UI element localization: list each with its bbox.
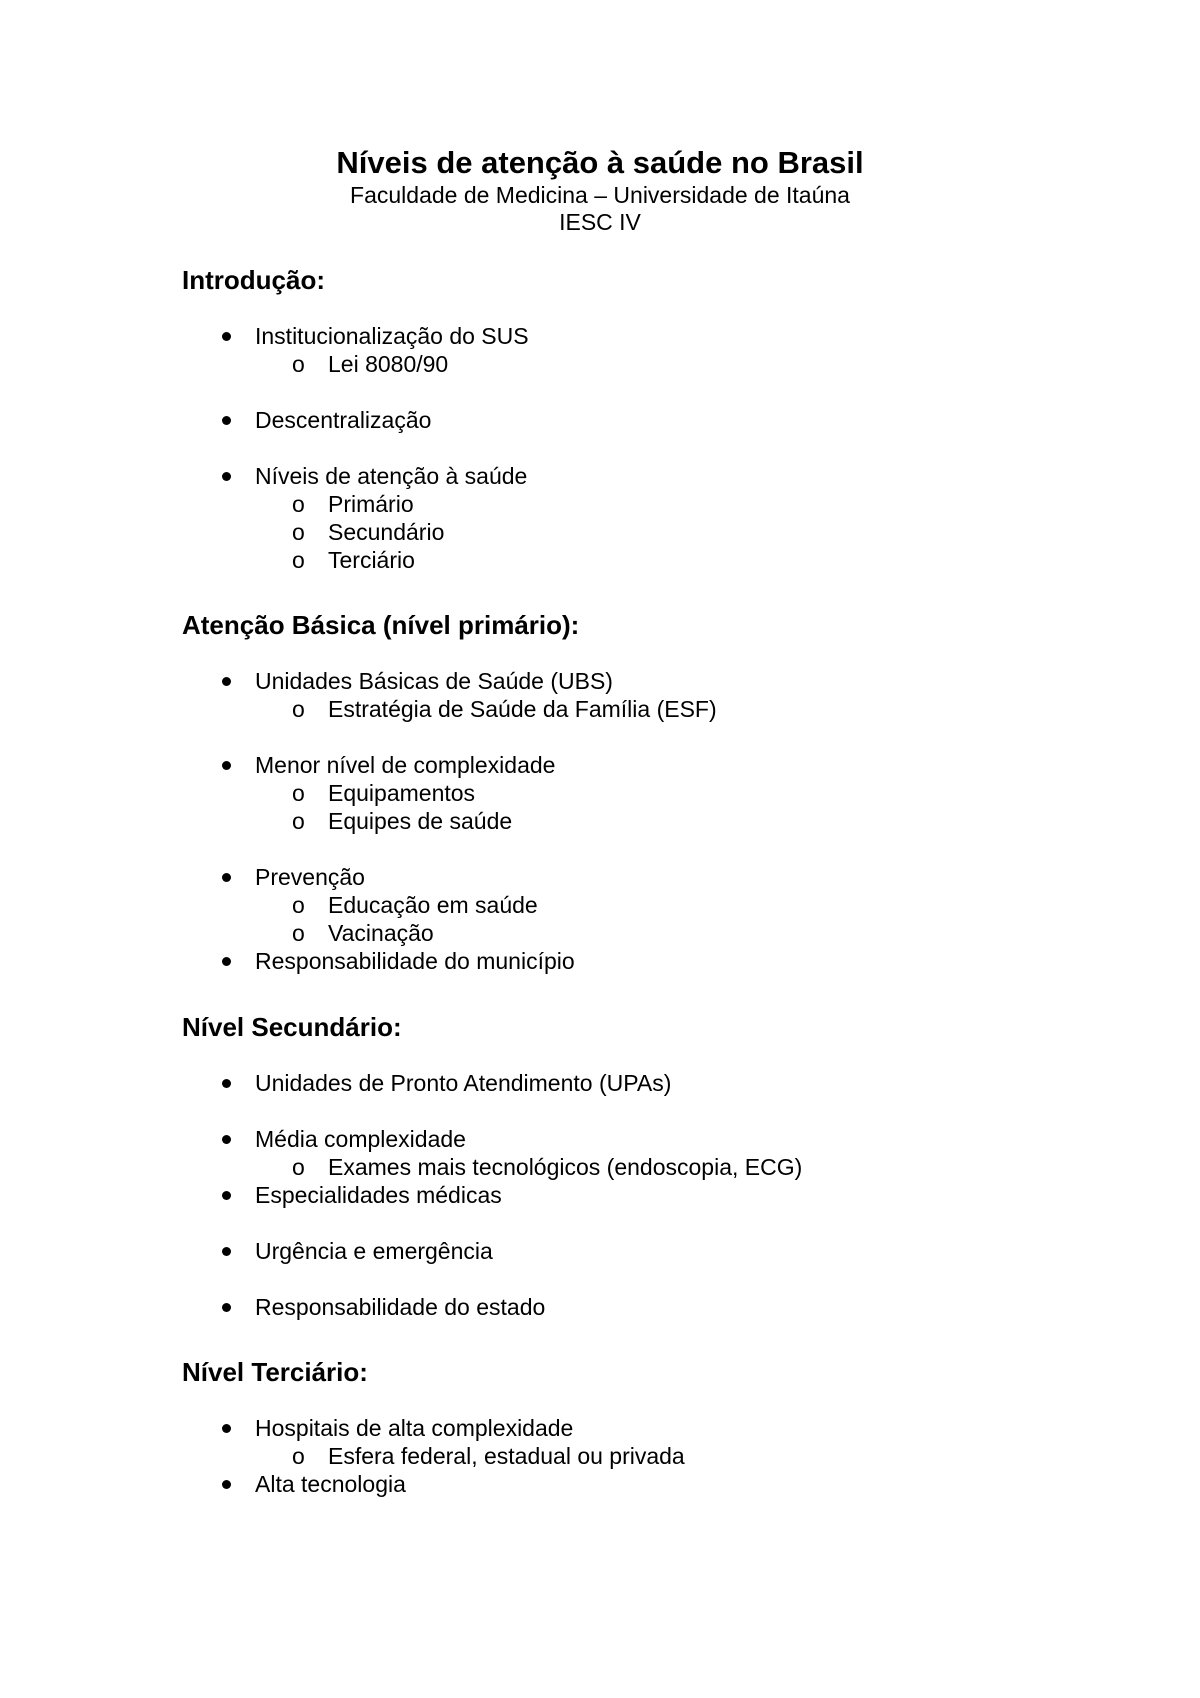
section-atencao-basica	[182, 609, 1122, 975]
circle-marker-icon: o	[292, 491, 305, 517]
list-item	[182, 1293, 1122, 1321]
sub-list-item-text: Equipes de saúde	[328, 808, 513, 834]
section-heading: Nível Terciário:	[182, 1357, 368, 1387]
bullet-icon	[222, 873, 231, 882]
section-introducao	[182, 264, 1122, 574]
list-item-text: Níveis de atenção à saúde	[255, 463, 528, 489]
section-nivel-secundario	[182, 1011, 1122, 1321]
list-item-text: Descentralização	[255, 407, 432, 433]
bullet-icon	[222, 416, 231, 425]
list-item	[182, 322, 1122, 350]
list-item-text: Média complexidade	[255, 1126, 466, 1152]
section-heading: Atenção Básica (nível primário):	[182, 610, 580, 640]
sub-list-item-text: Esfera federal, estadual ou privada	[328, 1443, 685, 1469]
sub-list-item-text: Exames mais tecnológicos (endoscopia, ECG)	[328, 1154, 803, 1180]
sub-list-item-text: Vacinação	[328, 920, 434, 946]
list-item	[182, 863, 1122, 891]
list-item-text: Unidades Básicas de Saúde (UBS)	[255, 668, 613, 694]
list-item-text: Urgência e emergência	[255, 1238, 493, 1264]
circle-marker-icon: o	[292, 780, 305, 806]
section-heading: Introdução:	[182, 265, 325, 295]
sub-list-item	[182, 695, 1122, 723]
bullet-icon	[222, 1480, 231, 1489]
bullet-icon	[222, 761, 231, 770]
list-item-text: Responsabilidade do município	[255, 948, 575, 974]
document-title: Níveis de atenção à saúde no Brasil	[336, 145, 864, 180]
circle-marker-icon: o	[292, 696, 305, 722]
bullet-icon	[222, 1191, 231, 1200]
document-header	[0, 144, 1200, 236]
list-item	[182, 1069, 1122, 1097]
bullet-icon	[222, 1135, 231, 1144]
list-item-text: Especialidades médicas	[255, 1182, 502, 1208]
bullet-icon	[222, 677, 231, 686]
list-item	[182, 1470, 1122, 1498]
list-item-text: Alta tecnologia	[255, 1471, 406, 1497]
bullet-icon	[222, 1079, 231, 1088]
list-item	[182, 1181, 1122, 1209]
list-item-text: Responsabilidade do estado	[255, 1294, 546, 1320]
circle-marker-icon: o	[292, 1443, 305, 1469]
sub-list-item-text: Primário	[328, 491, 414, 517]
sub-list-item-text: Educação em saúde	[328, 892, 538, 918]
sub-list-item	[182, 490, 1122, 518]
circle-marker-icon: o	[292, 519, 305, 545]
circle-marker-icon: o	[292, 351, 305, 377]
list-item	[182, 462, 1122, 490]
sub-list-item-text: Equipamentos	[328, 780, 476, 806]
document-subtitle: Faculdade de Medicina – Universidade de Itaúna	[350, 182, 850, 208]
list-item-text: Prevenção	[255, 864, 365, 890]
circle-marker-icon: o	[292, 920, 305, 946]
list-item-text: Hospitais de alta complexidade	[255, 1415, 574, 1441]
sub-list-item	[182, 919, 1122, 947]
list-item	[182, 751, 1122, 779]
circle-marker-icon: o	[292, 892, 305, 918]
bullet-icon	[222, 1303, 231, 1312]
list-item	[182, 1237, 1122, 1265]
list-item	[182, 947, 1122, 975]
circle-marker-icon: o	[292, 547, 305, 573]
sub-list-item-text: Estratégia de Saúde da Família (ESF)	[328, 696, 717, 722]
section-nivel-terciario	[182, 1356, 1122, 1498]
bullet-icon	[222, 1424, 231, 1433]
list-item	[182, 1125, 1122, 1153]
list-item	[182, 1414, 1122, 1442]
document-course: IESC IV	[559, 209, 641, 235]
list-item	[182, 406, 1122, 434]
sub-list-item	[182, 518, 1122, 546]
list-item-text: Unidades de Pronto Atendimento (UPAs)	[255, 1070, 672, 1096]
list-item-text: Institucionalização do SUS	[255, 323, 529, 349]
sub-list-item	[182, 807, 1122, 835]
sub-list-item	[182, 779, 1122, 807]
circle-marker-icon: o	[292, 808, 305, 834]
bullet-icon	[222, 472, 231, 481]
bullet-icon	[222, 1247, 231, 1256]
sub-list-item	[182, 891, 1122, 919]
section-heading: Nível Secundário:	[182, 1012, 402, 1042]
sub-list-item	[182, 350, 1122, 378]
sub-list-item	[182, 1442, 1122, 1470]
sub-list-item-text: Secundário	[328, 519, 445, 545]
sub-list-item	[182, 546, 1122, 574]
list-item-text: Menor nível de complexidade	[255, 752, 556, 778]
sub-list-item-text: Terciário	[328, 547, 415, 573]
list-item	[182, 667, 1122, 695]
sub-list-item-text: Lei 8080/90	[328, 351, 449, 377]
sub-list-item	[182, 1153, 1122, 1181]
circle-marker-icon: o	[292, 1154, 305, 1180]
bullet-icon	[222, 957, 231, 966]
bullet-icon	[222, 332, 231, 341]
